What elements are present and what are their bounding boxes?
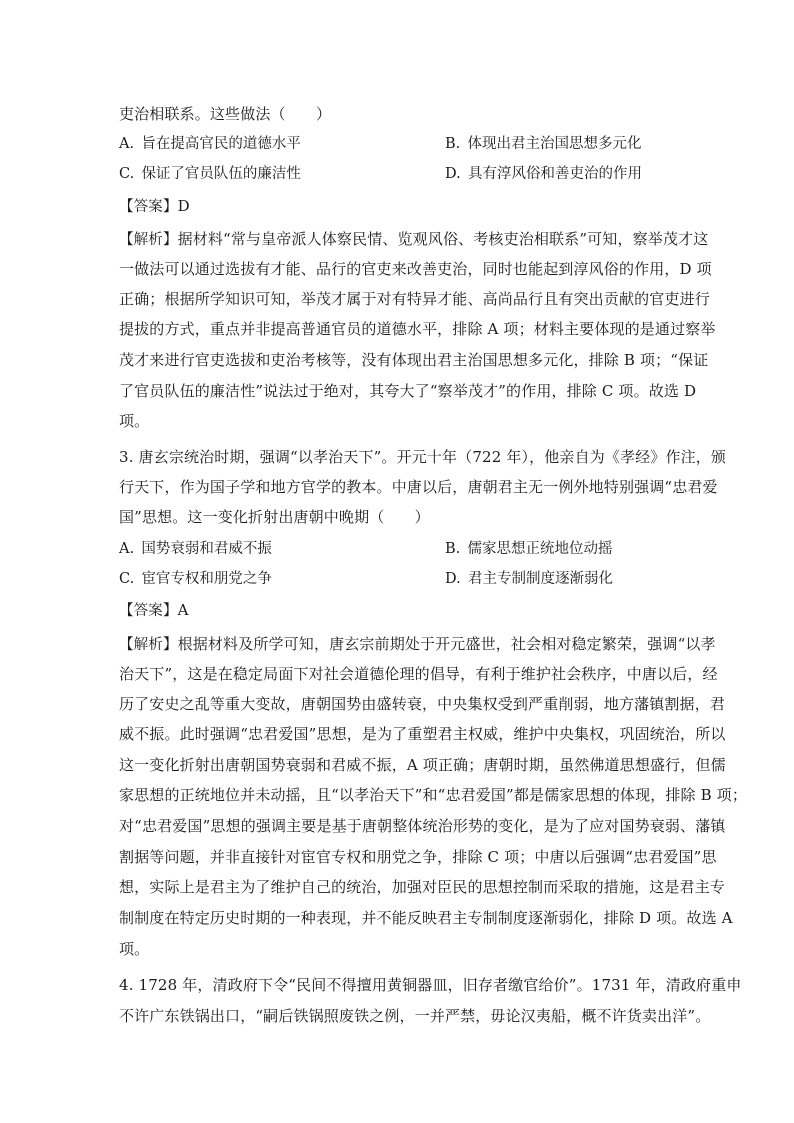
answer-tag: 【答案】: [119, 199, 178, 215]
option-label: D.: [445, 571, 461, 587]
q2-option-b: [445, 133, 642, 155]
option-label: C.: [119, 166, 135, 182]
q4-stem-line-1: 4. 1728 年，清政府下令“民间不得擅用黄铜器皿，旧存者缴官给价”。1731 年，清政府重申: [119, 976, 742, 994]
q3-analysis-line-2: 治天下”，这是在稳定局面下对社会道德伦理的倡导，有利于维护社会秩序，中唐以后，经: [119, 665, 718, 683]
q2-stem-tail: 吏治相联系。这些做法（ ）: [119, 105, 332, 123]
option-label: B.: [445, 541, 461, 557]
option-text: 旨在提高官民的道德水平: [141, 136, 301, 152]
q3-stem-line-1: 3. 唐玄宗统治时期，强调“以孝治天下”。开元十年（722 年），他亲自为《孝经》作注，颁: [119, 448, 727, 466]
q2-option-d: [445, 163, 642, 185]
answer-value: A: [177, 601, 189, 619]
q3-analysis-line-9: 想，实际上是君主为了维护自己的统治，加强对臣民的思想控制而采取的措施，这是君主专: [119, 878, 726, 896]
analysis-tag: 【解析】: [119, 232, 178, 248]
option-text: 宦官专权和朋党之争: [141, 571, 272, 587]
q3-analysis-line-5: 这一变化折射出唐朝国势衰弱和君威不振，A 项正确；唐朝时期，虽然佛道思想盛行，但儒: [119, 756, 726, 774]
option-label: A.: [119, 541, 135, 557]
option-text: 国势衰弱和君威不振: [141, 541, 272, 557]
answer-tag: 【答案】: [119, 603, 178, 619]
q3-answer: [119, 599, 679, 622]
q3-analysis-line-8: 割据等问题，并非直接针对宦官专权和朋党之争，排除 C 项；中唐以后强调“忠君爱国”思: [119, 848, 717, 866]
option-label: B.: [445, 136, 461, 152]
q2-analysis-line-7: 项。: [119, 412, 150, 430]
answer-value: D: [177, 197, 190, 215]
q2-analysis-line-5: 茂才来进行官吏选拔和吏治考核等，没有体现出君主治国思想多元化，排除 B 项；“保证: [119, 351, 709, 369]
q3-analysis-line-10: 制制度在特定历史时期的一种表现，并不能反映君主专制制度逐渐弱化，排除 D 项。故选 A: [119, 909, 733, 927]
q2-analysis-line-2: 一做法可以通过选拔有才能、品行的官吏来改善吏治，同时也能起到淳风俗的作用，D 项: [119, 260, 712, 278]
q2-analysis-line-4: 提拔的方式，重点并非提高普通官员的道德水平，排除 A 项；材料主要体现的是通过察举: [119, 320, 716, 338]
analysis-text: 据材料“常与皇帝派人体察民情、览观风俗、考核吏治相联系”可知，察举茂才这: [177, 230, 709, 248]
q3-analysis-line-11: 项。: [119, 940, 150, 958]
q3-analysis-line-7: 对“忠君爱国”思想的强调主要是基于唐朝整体统治形势的变化，是为了应对国势衰弱、藩镇: [119, 817, 726, 835]
q2-analysis-line-3: 正确；根据所学知识可知，举茂才属于对有特异才能、高尚品行且有突出贡献的官吏进行: [119, 290, 710, 308]
option-label: D.: [445, 166, 461, 182]
q2-answer: [119, 195, 679, 218]
q3-analysis-line-6: 家思想的正统地位并未动摇，且“以孝治天下”和“忠君爱国”都是儒家思想的体现，排除 B 项；: [119, 786, 747, 804]
q2-option-a: [119, 133, 301, 155]
option-text: 保证了官员队伍的廉洁性: [141, 166, 301, 182]
analysis-tag: 【解析】: [119, 637, 178, 653]
q2-analysis-line-1: [119, 228, 709, 251]
option-text: 君主专制制度逐渐弱化: [467, 571, 613, 587]
q4-stem-line-2: 不许广东铁锅出口，“嗣后铁锅照废铁之例，一并严禁，毋论汉夷船，概不许货卖出洋”。: [119, 1007, 711, 1025]
option-label: A.: [119, 136, 135, 152]
option-text: 儒家思想正统地位动摇: [467, 541, 613, 557]
q3-option-d: [445, 568, 613, 590]
q3-stem-line-2: 行天下，作为国子学和地方官学的教本。中唐以后，唐朝君主无一例外地特别强调“忠君爱: [119, 478, 718, 496]
q3-analysis-line-3: 历了安史之乱等重大变故，唐朝国势由盛转衰，中央集权受到严重削弱，地方藩镇割据，君: [119, 695, 726, 713]
analysis-text: 根据材料及所学可知，唐玄宗前期处于开元盛世，社会相对稳定繁荣，强调“以孝: [177, 635, 716, 653]
q3-analysis-line-1: [119, 633, 716, 656]
q3-analysis-line-4: 威不振。此时强调“忠君爱国”思想，是为了重塑君主权威，维护中央集权，巩固统治，所以: [119, 725, 726, 743]
q3-stem-line-3: 国”思想。这一变化折射出唐朝中晚期（ ）: [119, 508, 430, 526]
option-text: 具有淳风俗和善吏治的作用: [467, 166, 642, 182]
q3-option-b: [445, 538, 613, 560]
option-text: 体现出君主治国思想多元化: [467, 136, 642, 152]
q3-option-c: [119, 568, 272, 590]
q3-option-a: [119, 538, 272, 560]
q2-option-c: [119, 163, 301, 185]
q2-analysis-line-6: 了官员队伍的廉洁性”说法过于绝对，其夸大了“察举茂才”的作用，排除 C 项。故选 D: [119, 382, 697, 400]
option-label: C.: [119, 571, 135, 587]
